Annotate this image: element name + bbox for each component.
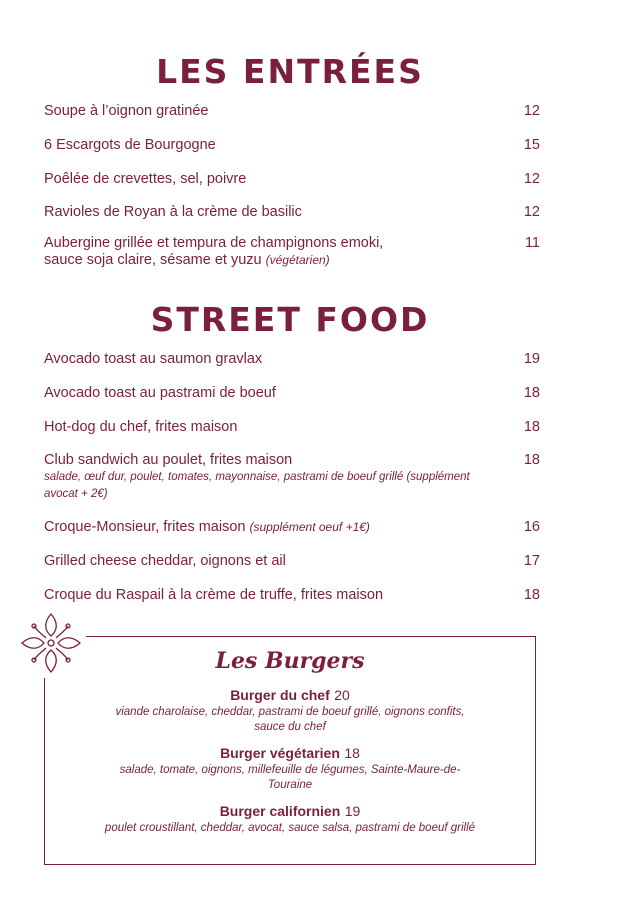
- burger-desc: salade, tomate, oignons, millefeuille de légumes, Sainte-Maure-de-Touraine: [119, 764, 461, 791]
- item-name-text: Croque-Monsieur, frites maison: [44, 519, 246, 535]
- menu-item: [44, 385, 540, 402]
- burger-price: 20: [334, 687, 350, 703]
- menu-item: [44, 137, 540, 154]
- item-name: [44, 235, 540, 269]
- menu-item: [44, 351, 540, 368]
- menu-item: [44, 171, 540, 188]
- item-name: Hot-dog du chef, frites maison: [44, 419, 238, 435]
- burger-item: [44, 687, 536, 735]
- burger-name: Burger californien: [219, 803, 341, 819]
- item-name: 6 Escargots de Bourgogne: [44, 137, 216, 153]
- item-price: 18: [523, 587, 540, 603]
- menu-item: [44, 553, 540, 570]
- item-name: Club sandwich au poulet, frites maison: [44, 452, 293, 468]
- item-name: Ravioles de Royan à la crème de basilic: [44, 204, 302, 220]
- item-name: Croque du Raspail à la crème de truffe, frites maison: [44, 587, 384, 603]
- item-name: Soupe à l’oignon gratinée: [44, 103, 209, 119]
- entrees-title: LES ENTRÉES: [156, 52, 424, 91]
- item-price: 12: [523, 204, 540, 220]
- item-name: Grilled cheese cheddar, oignons et ail: [44, 553, 286, 569]
- burger-desc: poulet croustillant, cheddar, avocat, sauce salsa, pastrami de boeuf grillé: [104, 822, 476, 834]
- item-name: [44, 519, 540, 536]
- burger-name: Burger du chef: [230, 687, 330, 703]
- item-note: (supplément oeuf +1€): [249, 520, 370, 534]
- item-name-text: Aubergine grillée et tempura de champignons emoki, sauce soja claire, sésame et yuzu: [44, 235, 384, 268]
- burger-name: Burger végétarien: [220, 745, 340, 761]
- menu-item: [44, 103, 540, 120]
- item-name: Avocado toast au saumon gravlax: [44, 351, 263, 367]
- burger-price: 18: [344, 745, 360, 761]
- street-food-title: STREET FOOD: [150, 300, 430, 339]
- item-name: Poêlée de crevettes, sel, poivre: [44, 171, 247, 187]
- menu-item: [44, 235, 540, 269]
- burger-price: 19: [344, 803, 361, 819]
- item-note: (végétarien): [265, 253, 330, 267]
- item-price: 11: [524, 235, 540, 251]
- burger-desc: viande charolaise, cheddar, pastrami de boeuf grillé, oignons confits, sauce du chef: [115, 706, 465, 733]
- menu-item: [44, 587, 540, 604]
- item-price: 18: [523, 419, 540, 435]
- item-price: 17: [523, 553, 540, 569]
- item-name: Avocado toast au pastrami de boeuf: [44, 385, 276, 401]
- item-price: 18: [523, 385, 540, 401]
- menu-item: [44, 419, 540, 436]
- burgers-title: Les Burgers: [215, 648, 365, 674]
- item-price: 12: [523, 103, 540, 119]
- burger-item: [44, 803, 536, 836]
- menu-item: [44, 204, 540, 221]
- item-price: 18: [523, 452, 540, 468]
- menu-item: [44, 519, 540, 536]
- item-price: 15: [523, 137, 540, 153]
- item-price: 16: [523, 519, 540, 535]
- item-price: 19: [523, 351, 540, 367]
- item-desc: salade, œuf dur, poulet, tomates, mayonnaise, pastrami de boeuf grillé (supplément avocat + 2€): [44, 471, 470, 500]
- burger-item: [44, 745, 536, 793]
- menu-item: [44, 452, 540, 503]
- item-price: 12: [523, 171, 540, 187]
